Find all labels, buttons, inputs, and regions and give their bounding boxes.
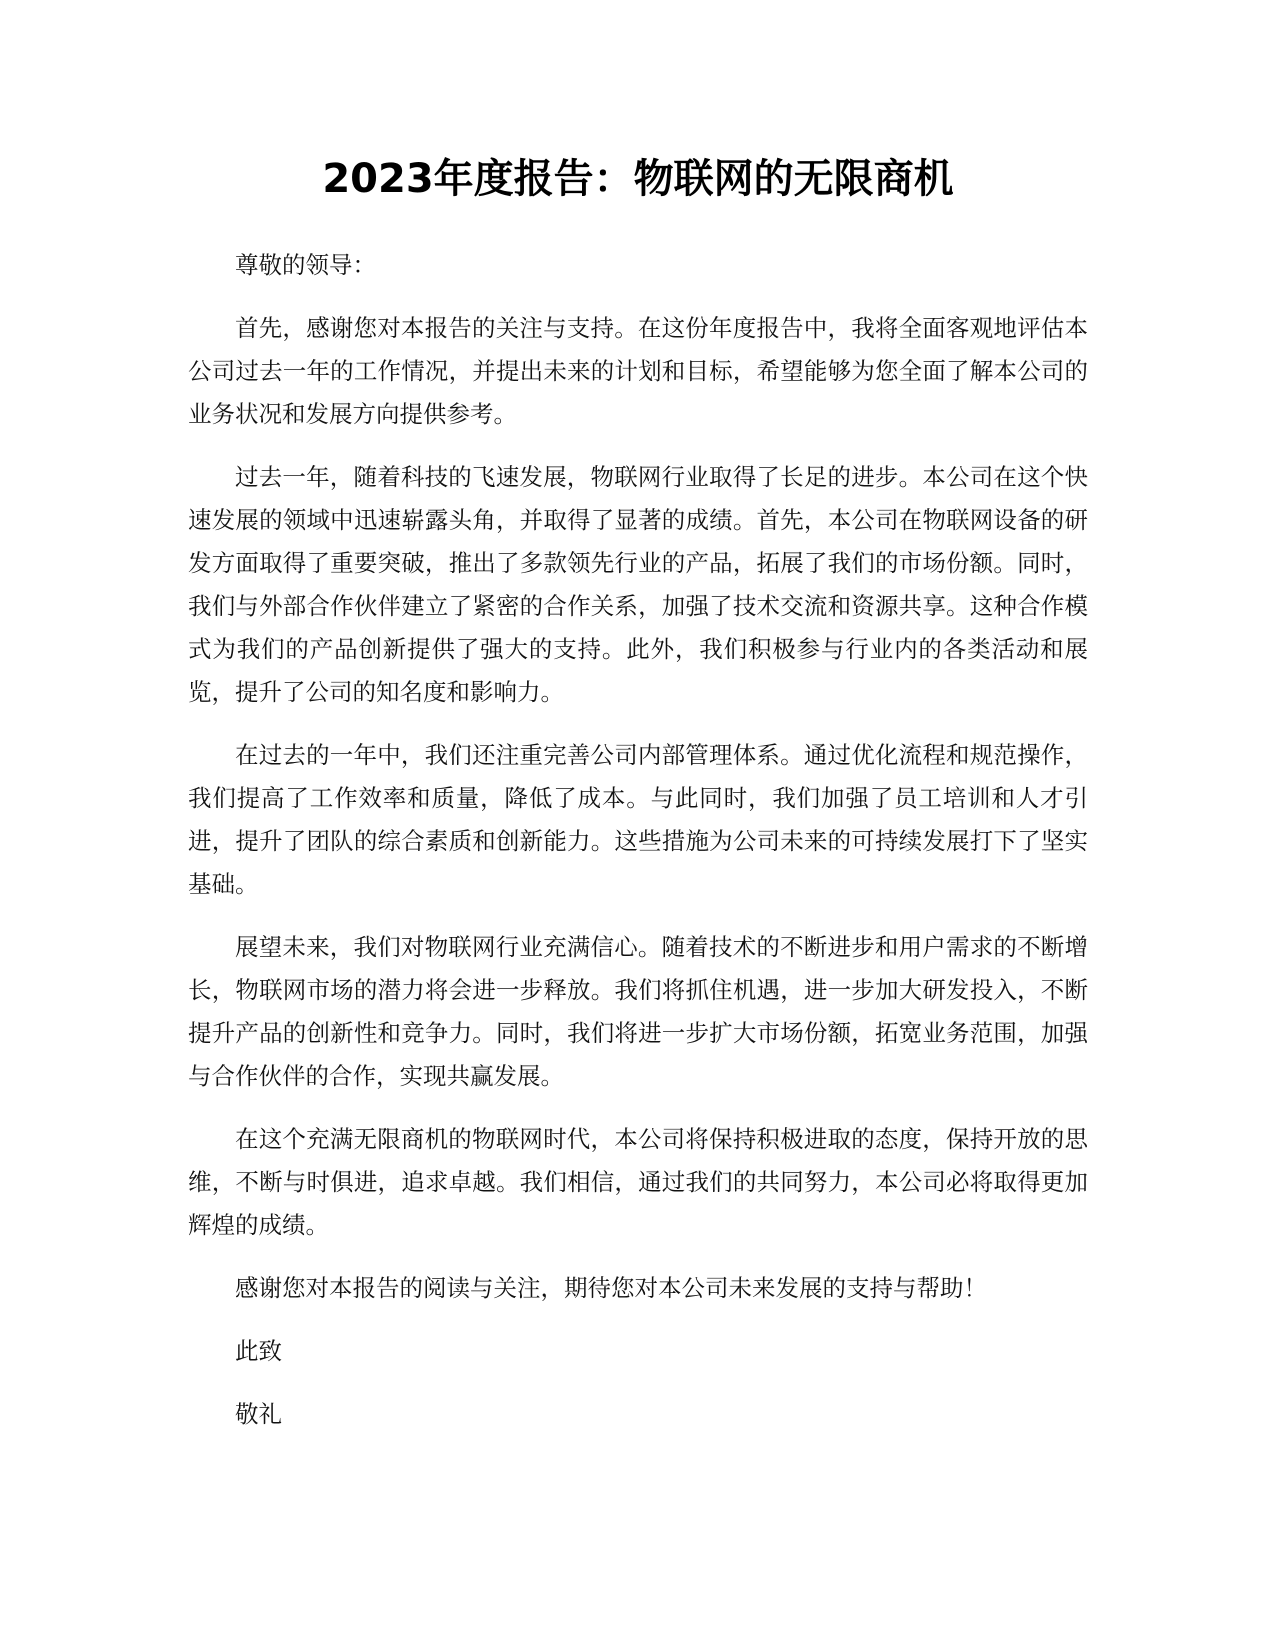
paragraph-thanks: 感谢您对本报告的阅读与关注，期待您对本公司未来发展的支持与帮助！ — [235, 1274, 987, 1302]
paragraph-intro: 首先，感谢您对本报告的关注与支持。在这份年度报告中，我将全面客观地评估本公司过去一年的工作情况，并提出未来的计划和目标，希望能够为您全面了解本公司的业务状况和发展方向提供参考。 — [188, 314, 1088, 428]
document-title: 2023年度报告：物联网的无限商机 — [322, 156, 954, 202]
closing-ci-zhi: 此致 — [235, 1337, 282, 1365]
paragraph-outlook: 展望未来，我们对物联网行业充满信心。随着技术的不断进步和用户需求的不断增长，物联网市场的潜力将会进一步释放。我们将抓住机遇，进一步加大研发投入，不断提升产品的创新性和竞争力。同时，我们将进一步扩大市场份额，拓宽业务范围，加强与合作伙伴的合作，实现共赢发展。 — [188, 933, 1088, 1090]
salutation: 尊敬的领导： — [235, 251, 376, 279]
paragraph-commitment: 在这个充满无限商机的物联网时代，本公司将保持积极进取的态度，保持开放的思维，不断与时俱进，追求卓越。我们相信，通过我们的共同努力，本公司必将取得更加辉煌的成绩。 — [188, 1125, 1088, 1239]
closing-jing-li: 敬礼 — [235, 1400, 282, 1428]
document-page — [188, 0, 1088, 1436]
paragraph-past-year: 过去一年，随着科技的飞速发展，物联网行业取得了长足的进步。本公司在这个快速发展的领域中迅速崭露头角，并取得了显著的成绩。首先，本公司在物联网设备的研发方面取得了重要突破，推出了多款领先行业的产品，拓展了我们的市场份额。同时，我们与外部合作伙伴建立了紧密的合作关系，加强了技术交流和资源共享。这种合作模式为我们的产品创新提供了强大的支持。此外，我们积极参与行业内的各类活动和展览，提升了公司的知名度和影响力。 — [188, 463, 1088, 706]
paragraph-internal-management: 在过去的一年中，我们还注重完善公司内部管理体系。通过优化流程和规范操作，我们提高了工作效率和质量，降低了成本。与此同时，我们加强了员工培训和人才引进，提升了团队的综合素质和创新能力。这些措施为公司未来的可持续发展打下了坚实基础。 — [188, 741, 1088, 898]
